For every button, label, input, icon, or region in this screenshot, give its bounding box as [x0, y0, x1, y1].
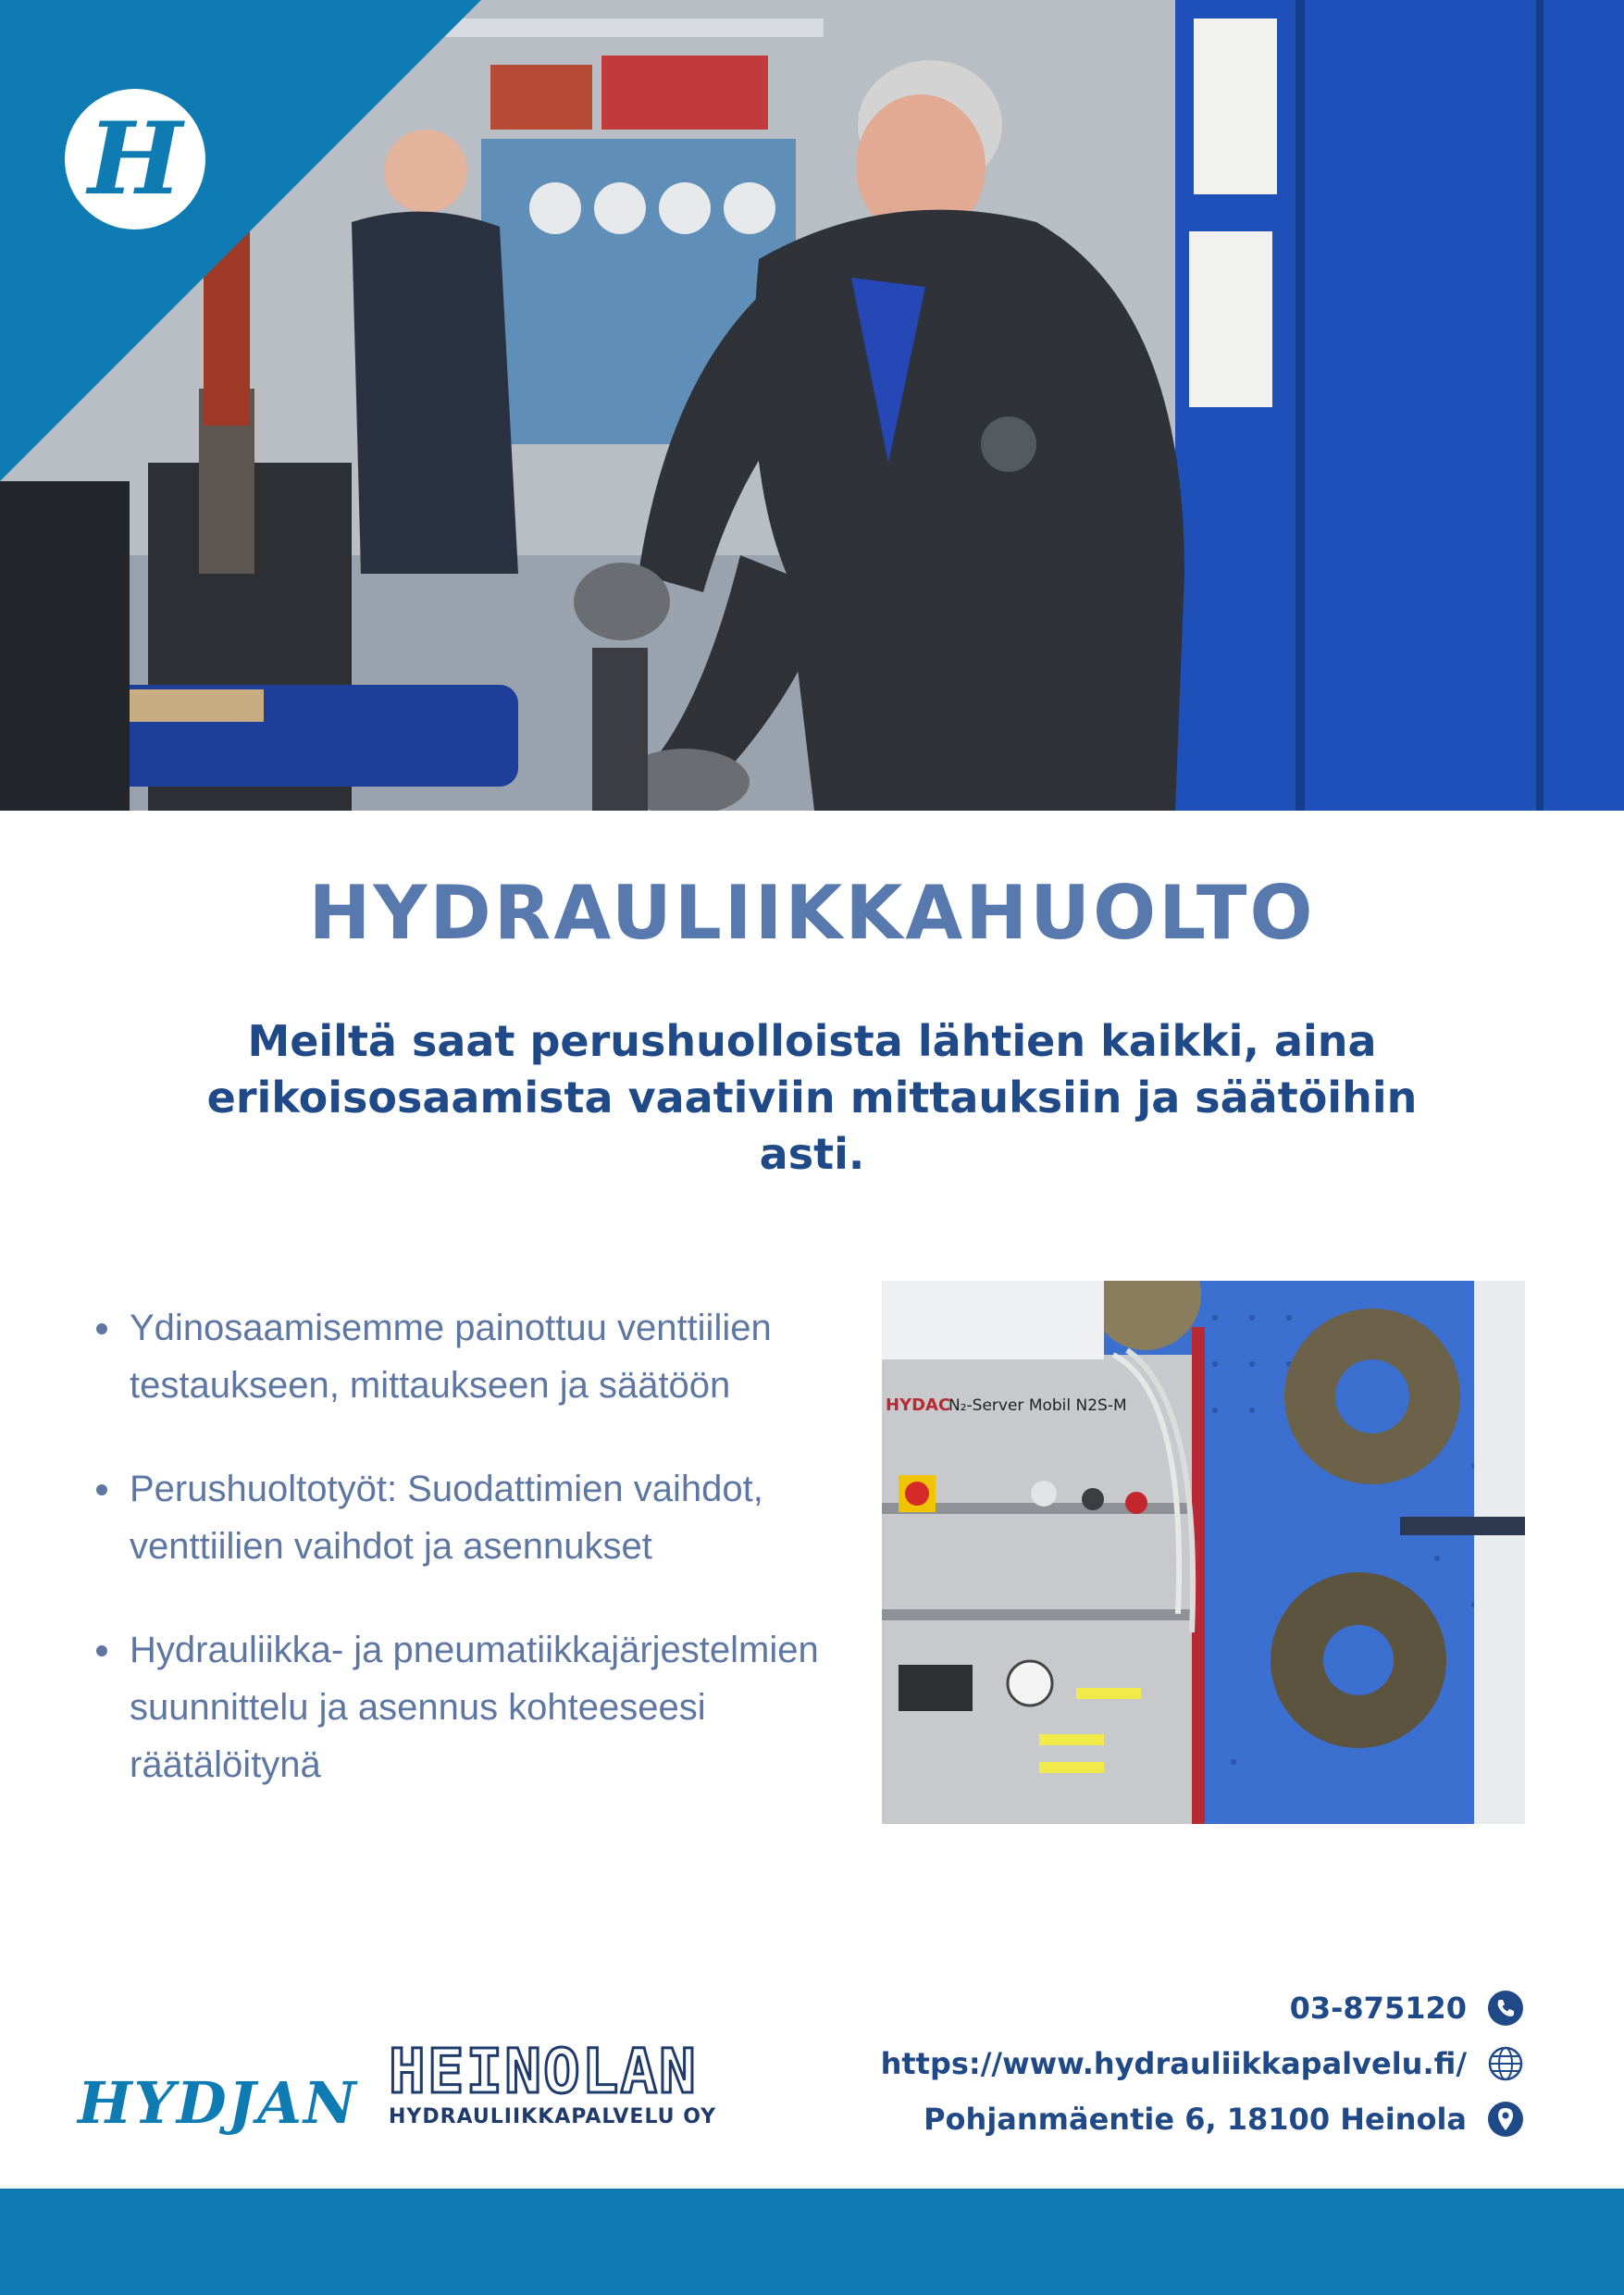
heinolan-logo-subtitle: HYDRAULIIKKAPALVELU OY: [389, 2105, 717, 2128]
contact-info: [881, 1980, 1524, 2147]
hydjan-logo: HYDJAN: [78, 2069, 358, 2137]
page-title: HYDRAULIIKKAHUOLTO: [308, 870, 1316, 956]
address-text[interactable]: Pohjanmäentie 6, 18100 Heinola: [924, 2102, 1467, 2137]
heinolan-logo-name: HEINOLAN: [389, 2036, 698, 2107]
phone-icon: [1487, 1990, 1524, 2027]
location-pin-icon: [1487, 2101, 1524, 2138]
brand-logo: [65, 89, 205, 230]
contact-address[interactable]: [881, 2091, 1524, 2147]
equipment-photo: [882, 1281, 1525, 1824]
brand-logo-letter: H: [87, 101, 183, 217]
service-item: Ydinosaamisemme painottuu venttiilien testaukseen, mittaukseen ja säätöön: [93, 1299, 861, 1414]
bottom-bar: [0, 2189, 1624, 2295]
equipment-brand-label: HYDAC: [886, 1396, 951, 1415]
globe-icon: [1487, 2045, 1524, 2082]
phone-number[interactable]: 03-875120: [1289, 1991, 1467, 2026]
corner-banner: [0, 0, 481, 481]
service-list: [93, 1299, 861, 1840]
service-item: Hydrauliikka- ja pneumatiikkajärjestelmien suunnittelu ja asennus kohteeseesi räätälöitynä: [93, 1621, 861, 1793]
service-item: Perushuoltotyöt: Suodattimien vaihdot, venttiilien vaihdot ja asennukset: [93, 1460, 861, 1575]
website-link[interactable]: https://www.hydrauliikkapalvelu.fi/: [880, 2046, 1467, 2081]
heinolan-logo: [389, 2036, 740, 2142]
equipment-model-label: N₂-Server Mobil N2S-M: [948, 1396, 1127, 1415]
contact-phone[interactable]: [881, 1980, 1524, 2036]
contact-website[interactable]: [881, 2036, 1524, 2091]
lead-paragraph: Meiltä saat perushuolloista lähtien kaikki, aina erikoisosaamista vaativiin mittauksiin ja säätöihin asti.: [206, 1016, 1418, 1179]
hero-photo: [0, 0, 1624, 811]
